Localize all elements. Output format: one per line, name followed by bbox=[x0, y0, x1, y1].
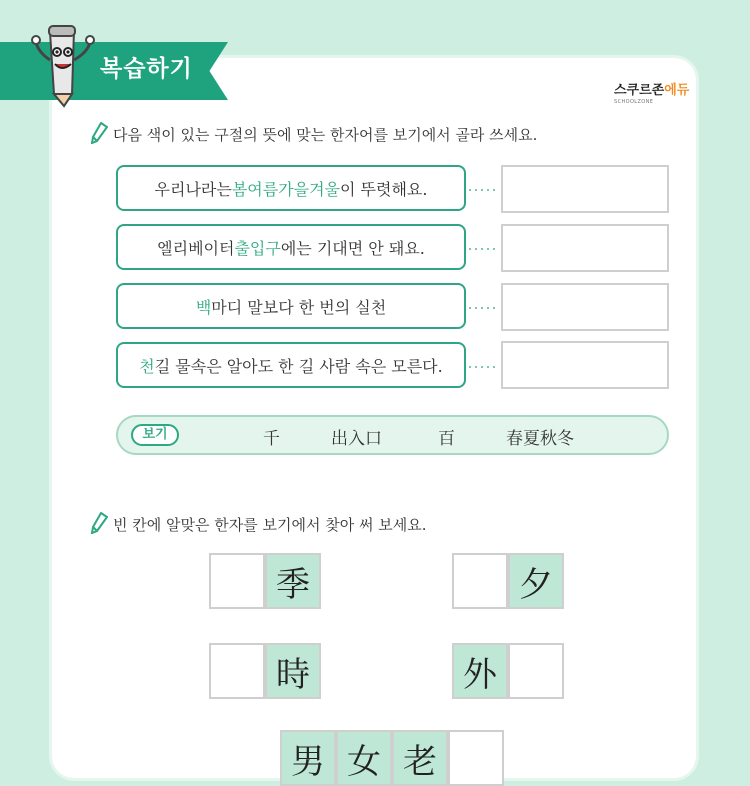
question-box-2: 엘리베이터 출입구 에는 기대면 안 돼요. bbox=[116, 224, 466, 270]
section1-instruction: 다음 색이 있는 구절의 뜻에 맞는 한자어를 보기에서 골라 쓰세요. bbox=[113, 126, 538, 144]
hanja-blank-cell[interactable] bbox=[209, 553, 265, 609]
page-title: 복습하기 bbox=[100, 56, 193, 82]
hanja-given-cell: 老 bbox=[392, 730, 448, 786]
hanja-given-cell: 男 bbox=[280, 730, 336, 786]
bogi-label: 보기 bbox=[131, 424, 179, 446]
hanja-given-cell: 女 bbox=[336, 730, 392, 786]
pencil-mascot-icon bbox=[28, 22, 100, 108]
question-box-3: 백 마디 말보다 한 번의 실천 bbox=[116, 283, 466, 329]
answer-box-2[interactable] bbox=[501, 224, 669, 272]
bogi-item: 出入口 bbox=[331, 429, 382, 449]
bogi-item: 千 bbox=[263, 429, 280, 449]
pencil-icon bbox=[90, 512, 108, 534]
pencil-icon bbox=[90, 122, 108, 144]
question-box-4: 천 길 물속은 알아도 한 길 사람 속은 모른다. bbox=[116, 342, 466, 388]
dotted-connector bbox=[469, 248, 499, 250]
hanja-blank-cell[interactable] bbox=[209, 643, 265, 699]
hanja-given-cell: 夕 bbox=[508, 553, 564, 609]
hanja-given-cell: 時 bbox=[265, 643, 321, 699]
hanja-blank-cell[interactable] bbox=[508, 643, 564, 699]
bogi-item: 春夏秋冬 bbox=[506, 429, 574, 449]
bogi-item: 百 bbox=[438, 429, 455, 449]
brand-logo-subtext: SCHOOLZONE bbox=[614, 99, 654, 105]
bogi-panel bbox=[116, 415, 669, 455]
question-box-1: 우리나라는 봄여름가을겨울 이 뚜렷해요. bbox=[116, 165, 466, 211]
dotted-connector bbox=[469, 189, 499, 191]
dotted-connector bbox=[469, 366, 499, 368]
hanja-given-cell: 外 bbox=[452, 643, 508, 699]
answer-box-1[interactable] bbox=[501, 165, 669, 213]
answer-box-3[interactable] bbox=[501, 283, 669, 331]
dotted-connector bbox=[469, 307, 499, 309]
answer-box-4[interactable] bbox=[501, 341, 669, 389]
brand-logo: 스쿠르존에듀 bbox=[614, 83, 690, 98]
hanja-given-cell: 季 bbox=[265, 553, 321, 609]
hanja-blank-cell[interactable] bbox=[452, 553, 508, 609]
hanja-blank-cell[interactable] bbox=[448, 730, 504, 786]
section2-instruction: 빈 칸에 알맞은 한자를 보기에서 찾아 써 보세요. bbox=[113, 516, 427, 534]
